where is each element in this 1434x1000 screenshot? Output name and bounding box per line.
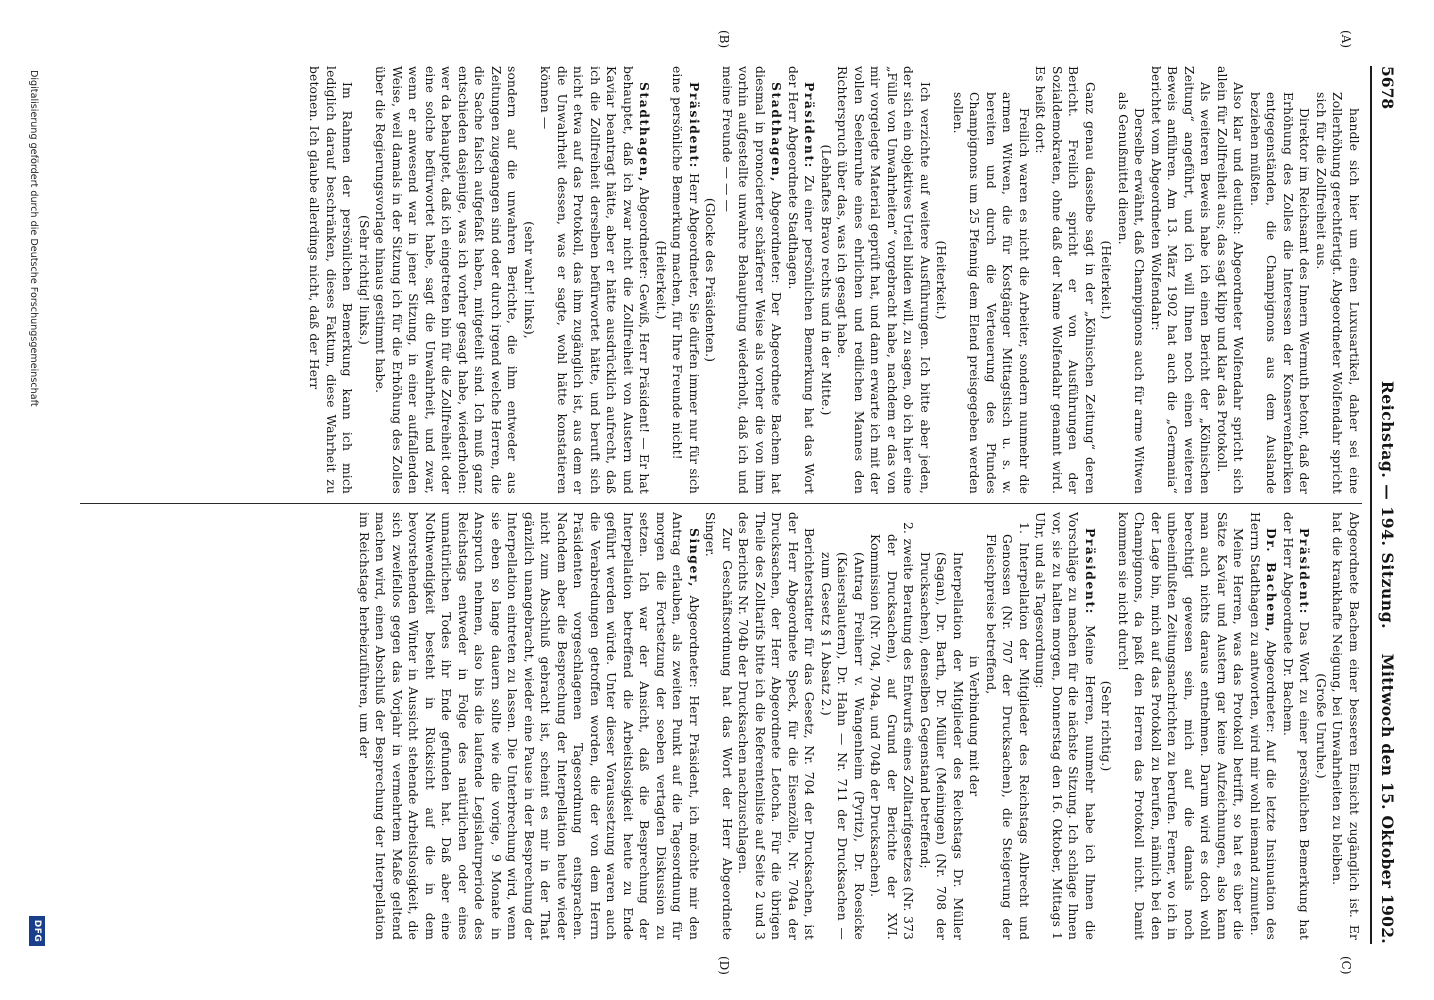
- speech-text: Meine Herren, nunmehr habe ich Ihnen die Vorschläge zu machen für die nächste Sitzung. Ich schlage Ihnen vor, sie zu halten morgen, Donnerstag den 16. Oktober, Mittags 1 Uhr, und als Tagesordnung:: [1033, 512, 1097, 940]
- speech-text: Das Wort zu einer persönlichen Bemerkung hat der Herr Abgeordnete Dr. Bachem.: [1281, 512, 1312, 940]
- session-date: Mittwoch den 15. Oktober 1902.: [1378, 653, 1397, 944]
- speech-paragraph: [1247, 512, 1280, 940]
- quoted-paragraph: Freilich waren es nicht die Arbeiter, sondern nunmehr die armen Witwen, die für Kostgänger Mittagstisch u. s. w. bereiten und durch die Verteuerung des Pfundes Champignons um 25 Pfennig dem Elend preisgegeben werden sollen.: [951, 92, 1031, 494]
- paragraph: Also klar und deutlich: Abgeordneter Wolfendahr spricht sich allein für Zollfreiheit aus; das sagt klipp und klar das Protokoll.: [1215, 66, 1246, 494]
- speech-paragraph: [719, 66, 785, 494]
- speech-paragraph: [537, 66, 653, 494]
- right-column: [80, 512, 1362, 940]
- quoted-paragraph: Derselbe erwähnt, daß Champignons auch für arme Witwen als Genußmittel dienen.: [1116, 92, 1147, 494]
- agenda-subitem: (Antrag Freiherr v. Wangenheim (Pyritz), Dr. Roesicke (Kaiserslautern), Dr. Hahn — Nr. 711 der Drucksachen — zum Gesetz § 1 Absatz 2.): [819, 552, 866, 940]
- interjection: (Glocke des Präsidenten.): [703, 197, 718, 363]
- paragraph: Meine Herren, was das Protokoll betrifft, so hat es über die Sätze Kaviar und Austern gar keine Aufzeichnungen, also kann man auch nichts daraus entnehmen. Darum wird es doch wohl berechtigt gewesen sein, mich auf die damals noch unbeeinflußten Zeitungsnachrichten zu berufen. Ferner, wo ich in der Lage bin, mich auf das Protokoll zu berufen, nämlich bei den Champignons, da paßt den Herren das Protokoll nicht. Damit kommen sie nicht durch!: [1116, 512, 1246, 940]
- paragraph: Als weiteren Beweis habe ich einen Bericht der „Kölnischen Zeitung“ angeführt, und ich will Ihnen noch einen weiteren Beweis anführen. Am 13. März 1902 hat auch die „Germania“ berichtet vom Abgeordneten Wolfendahr:: [1149, 66, 1213, 494]
- paragraph: Im Rahmen der persönlichen Bemerkung kann ich mich lediglich darauf beschränken, dieses Faktum, diese Wahrheit zu betonen. Ich glaube allerdings nicht, daß der Herr: [307, 66, 355, 494]
- interjection: (Heiterkeit.): [1099, 240, 1114, 320]
- speaker-name: Präsident:: [802, 82, 818, 169]
- margin-marker-d: (D): [717, 956, 731, 975]
- agenda-item: 1. Interpellation der Mitglieder des Reichstags Albrecht und Genossen (Nr. 707 der Drucksachen), die Steigerung der Fleischpreise betreffend,: [984, 522, 1031, 940]
- margin-marker-b: (B): [717, 30, 731, 49]
- interjection: (Sehr richtig.): [1099, 680, 1114, 772]
- speaker-name: Singer,: [687, 528, 702, 588]
- speaker-name: Dr. Bachem,: [1264, 528, 1280, 634]
- paragraph: Zur Geschäftsordnung hat das Wort der Herr Abgeordnete Singer.: [703, 512, 734, 940]
- speech-paragraph: [1280, 512, 1313, 940]
- agenda-connector: in Verbindung mit der: [967, 655, 982, 797]
- speech-text: Abgeordneter: Auf die letzte Insinuation des Herrn Stadthagen zu antworten, wird mir wohl niemand zumuten.: [1248, 512, 1279, 940]
- agenda-subitem: Interpellation der Mitglieder des Reichstags Dr. Müller (Sagan), Dr. Barth, Dr. Müller (Meiningen) (Nr. 708 der Drucksachen), denselben Gegenstand betreffend;: [918, 552, 965, 940]
- speaker-name: Stadthagen,: [769, 82, 785, 183]
- paragraph: Ich verzichte auf weitere Ausführungen. Ich bitte aber jeden, der sich ein objektives Urteil bilden will, zu sagen, ob ich hier eine „Fülle von Unwahrheiten“ vorgebracht habe, nachdem er das von mir vorgelegte Material geprüft hat, und dann erwarte ich mit der vollen Seelenruhe eines ehrlichen und redlichen Mannes den Richterspruch über das, was ich gesagt habe.: [835, 66, 932, 494]
- speech-text: Abgeordneter: Herr Präsident, ich möchte mir den Antrag erlauben, als zweiten Punkt auf die Tagesordnung für morgen die Fortsetzung der soeben vertagten Diskussion zu setzen. Ich war der Ansicht, daß die Besprechung der Interpellation betreffend die Arbeitslosigkeit heute zu Ende geführt werden würde. Unter dieser Voraussetzung waren auch die Verabredungen getroffen worden, die der von dem Herrn Präsidenten vorgeschlagenen Tagesordnung entsprachen. Nachdem aber die Besprechung der Interpellation heute wieder nicht zum Abschluß gebracht ist, scheint es mir in der That gänzlich unangebracht, wieder eine Pause in der Besprechung der Interpellation eintreten zu lassen. Die Unterbrechung wird, wenn sie eben so lange dauern sollte wie die vorige, 9 Monate in Anspruch nehmen, also bis die laufende Legislaturperiode des Reichstags entweder in Folge des natürlichen oder eines unnatürlichen Todes ihr Ende gefunden hat. Daß aber eine Nothwendigkeit besteht in Rücksicht auf die in dem bevorstehenden Winter in Aussicht stehende Arbeitslosigkeit, die sich zweifellos gegen das Vorjahr in vermehrtem Maße geltend machen wird, einen Abschluß der Besprechung der Interpellation im Reichstage herbeizuführen, um der: [357, 512, 701, 940]
- quoted-paragraph: Direktor im Reichsamt des Innern Wermuth betont, daß der Erhöhung des Zolles die Interessen der Konservenfabriken entgegenständen, die Champignons aus dem Auslande beziehen müßten.: [1248, 92, 1312, 494]
- speech-paragraph: [669, 66, 702, 494]
- interjection: (Heiterkeit.): [654, 240, 668, 320]
- agenda-item: 2. zweite Beratung des Entwurfs eines Zolltarifgesetzes (Nr. 373 der Drucksachen), auf Grund der Berichte der XVI. Kommission (Nr. 704, 704a, und 704b der Drucksachen).: [868, 522, 916, 940]
- speaker-name: Stadthagen,: [637, 82, 653, 183]
- interjection: (Lebhaftes Bravo rechts und in der Mitte.): [819, 144, 833, 416]
- interjection: (Sehr richtig! links.): [357, 215, 371, 345]
- paragraph: Berichterstatter für das Gesetz, Nr. 704 der Drucksachen, ist der Herr Abgeordnete Speck, für die Eisenzölle, Nr. 704a der Drucksachen, der Herr Abgeordnete Letocha. Für die übrigen Theile des Zolltarifs bitte ich die Referentenliste auf Seite 2 und 3 des Berichts Nr. 704b der Drucksachen nachzuschlagen.: [736, 512, 817, 940]
- interjection: (Große Unruhe.): [1314, 673, 1328, 779]
- speech-paragraph: [1032, 512, 1098, 940]
- paragraph: Ganz genau dasselbe sagt in der „Kölnischen Zeitung“ deren Bericht. Freilich spricht er von Ausführungen der Sozialdemokraten, ohne daß der Name Wolfendahr genannt wird. Es heißt dort:: [1033, 66, 1097, 494]
- speech-text: Zu einer persönlichen Bemerkung hat das Wort der Herr Abgeordnete Stadthagen.: [786, 66, 817, 494]
- margin-marker-c: (C): [1339, 956, 1353, 975]
- page-header: [1374, 66, 1400, 944]
- speech-text: Abgeordneter: Der Abgeordnete Bachem hat diesmal in pronocierter schärferer Weise als vorher die von ihm vorhin aufgestellte unwahre Behauptung wiederholt, daß ich und meine Freunde — — —: [720, 66, 784, 494]
- paragraph: sondern auf die unwahren Berichte, die ihm entweder aus Zeitungen zugegangen sind oder durch irgend welche Herren, die die Sache falsch aufgefaßt haben, mitgeteilt sind. Ich muß ganz entschieden dasjenige, was ich vorher gesagt habe, wiederholen: wer da behauptet, daß ich eingetreten bin für die Zollfreiheit oder eine solche befürwortet habe, sagt die Unwahrheit, und zwar, wenn er anwesend war in jener Sitzung, in einer auffallenden Weise, weil damals in der Sitzung ich für die Erhöhung des Zolles über die Regierungsvorlage hinaus gestimmt habe.: [373, 66, 520, 494]
- dfg-logo: DFG: [29, 916, 45, 946]
- header-rule: [1370, 66, 1372, 944]
- left-column: [80, 66, 1362, 494]
- speaker-name: Präsident:: [687, 82, 702, 169]
- speech-paragraph: [356, 512, 703, 940]
- margin-marker-a: (A): [1339, 30, 1353, 49]
- page-number: 5678: [1378, 66, 1397, 110]
- speech-paragraph: [785, 66, 818, 494]
- column-divider: [80, 503, 1362, 504]
- speaker-name: Präsident:: [1083, 528, 1098, 615]
- speech-text: Abgeordneter: Gewiß, Herr Präsident! — Er hat behauptet, daß ich zwar nicht die Zollfreiheit von Austern und Kaviar beantragt hätte, aber er hätte ausdrücklich aufrecht, daß ich die Zollfreiheit derselben befürwortet hätte, und beruft sich nicht etwa auf das Protokoll, das ihm zugänglich ist, aus dem er die Unwahrheit dessen, was er sagte, wohl hätte konstatieren können —: [538, 66, 652, 494]
- speaker-name: Präsident:: [1297, 528, 1313, 615]
- speech-text: Herr Abgeordneter, Sie dürfen immer nur für sich eine persönliche Bemerkung machen, für Ihre Freunde nicht!: [670, 66, 701, 494]
- digitization-credit: Digitalisierung gefördert durch die Deutsche Forschungsgemeinschaft: [28, 70, 39, 407]
- interjection: (sehr wahr! links),: [522, 221, 536, 339]
- quoted-paragraph: handle sich hier um einen Luxusartikel, daher sei eine Zollerhöhung gerechtfertigt. Abgeordneter Wolfendahr spricht sich für die Zollfreiheit aus.: [1314, 92, 1361, 494]
- interjection: (Heiterkeit.): [934, 240, 949, 320]
- paragraph: Abgeordnete Bachem einer besseren Einsicht zugänglich ist. Er hat die krankhafte Neigung, bei Unwahrheiten zu bleiben.: [1330, 512, 1361, 940]
- running-title: Reichstag. — 194. Sitzung.: [1378, 380, 1397, 630]
